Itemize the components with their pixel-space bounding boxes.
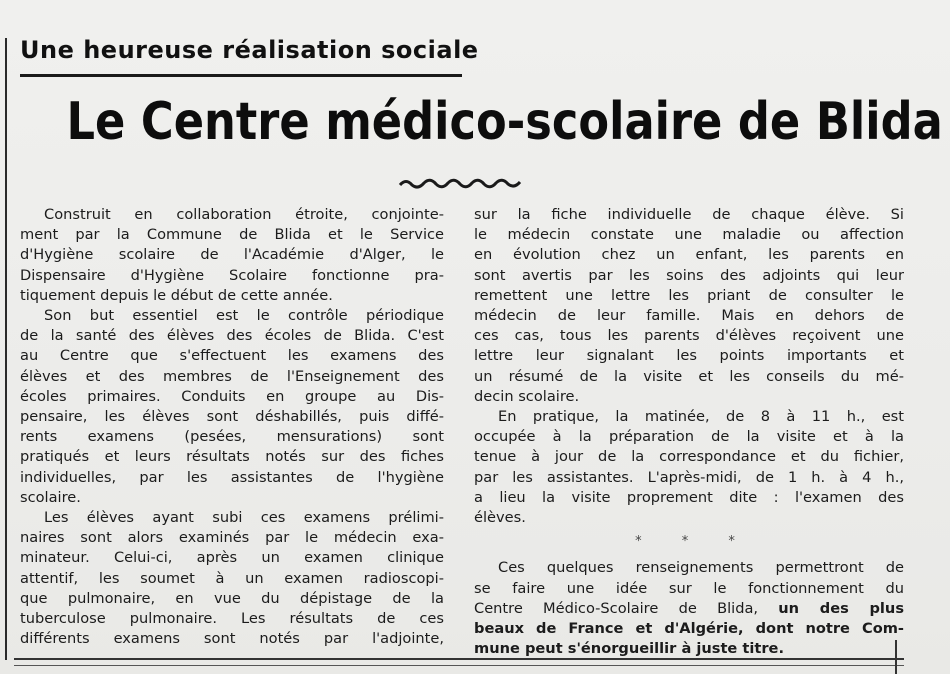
text-line: Ces quelques renseignements permettront de <box>498 559 904 577</box>
text-line: remettent une lettre les priant de consulter le <box>474 286 904 304</box>
kicker: Une heureuse réalisation sociale <box>20 36 479 64</box>
text-line: se faire une idée sur le fonctionnement du <box>474 579 904 597</box>
text-line: tiquement depuis le début de cette année. <box>20 286 333 304</box>
text-line: scolaire. <box>20 488 81 506</box>
text-line: sont avertis par les soins des adjoints qui leur <box>474 266 904 284</box>
bold-segment: un des plus <box>778 599 905 617</box>
text-line: pratiqués et leurs résultats notés sur des fiches <box>20 448 444 466</box>
ornament-swirl <box>398 176 522 190</box>
text-line: au Centre que s'effectuent les examens des <box>20 347 444 365</box>
corner-rule <box>895 640 927 674</box>
text-line: individuelles, par les assistantes de l'hygiène <box>20 468 444 486</box>
text-line: ment par la Commune de Blida et le Service <box>20 226 444 244</box>
text-line: d'Hygiène scolaire de l'Académie d'Alger, le <box>20 246 444 264</box>
text-line <box>474 599 904 619</box>
text-line: Dispensaire d'Hygiène Scolaire fonctionne pra- <box>20 266 444 284</box>
text-line: différents examens sont notés par l'adjointe, <box>20 630 444 648</box>
text-line: pensaire, les élèves sont déshabillés, puis diffé- <box>20 408 444 426</box>
text-line: Construit en collaboration étroite, conjointe- <box>44 206 444 223</box>
headline: Le Centre médico-scolaire de Blida <box>66 92 943 152</box>
text-line: tuberculose pulmonaire. Les résultats de ces <box>20 610 444 628</box>
text-line: élèves et des membres de l'Enseignement des <box>20 367 444 385</box>
text-line <box>474 619 904 639</box>
text-line: Son but essentiel est le contrôle périodique <box>44 307 444 325</box>
text-line: Les élèves ayant subi ces examens prélimi- <box>44 509 444 527</box>
text-line: le médecin constate une maladie ou affection <box>474 226 904 244</box>
text-line: occupée à la préparation de la visite et à la <box>474 428 904 446</box>
text-line: naires sont alors examinés par le médecin exa- <box>20 529 444 547</box>
text-line: en évolution chez un enfant, les parents en <box>474 246 904 264</box>
text-line <box>474 639 904 659</box>
bottom-rule <box>14 658 904 666</box>
text-line: a lieu la visite proprement dite : l'examen des <box>474 488 904 506</box>
text-line: rents examens (pesées, mensurations) sont <box>20 428 444 446</box>
text-line: tenue à jour de la correspondance et du fichier, <box>474 448 904 466</box>
text-line: ces cas, tous les parents d'élèves reçoivent une <box>474 327 904 345</box>
text-line: écoles primaires. Conduits en groupe au Dis- <box>20 387 444 405</box>
text-line: de la santé des élèves des écoles de Blida. C'est <box>20 327 444 345</box>
text-segment: Centre Médico-Scolaire de Blida, <box>474 599 779 617</box>
section-separator: * * * <box>635 534 753 550</box>
text-line: médecin de leur famille. Mais en dehors de <box>474 307 904 325</box>
column-rule <box>5 38 7 660</box>
text-line: par les assistantes. L'après-midi, de 1 h. à 4 h., <box>474 468 904 486</box>
text-line: sur la fiche individuelle de chaque élève. Si <box>474 206 904 223</box>
text-line: que pulmonaire, en vue du dépistage de la <box>20 589 444 607</box>
text-line: lettre leur signalant les points importants et <box>474 347 904 365</box>
text-line: En pratique, la matinée, de 8 à 11 h., est <box>498 408 904 426</box>
text-line: élèves. <box>474 509 526 527</box>
text-line: minateur. Celui-ci, après un examen clinique <box>20 549 444 567</box>
right-column <box>474 205 904 659</box>
kicker-underline <box>20 74 462 77</box>
text-line: attentif, les soumet à un examen radioscopi- <box>20 569 444 587</box>
bold-segment: beaux de France et d'Algérie, dont notre Com- <box>474 620 904 638</box>
left-column <box>20 205 444 649</box>
text-line: un résumé de la visite et les conseils du mé- <box>474 367 904 385</box>
text-line: decin scolaire. <box>474 387 580 405</box>
bold-segment: mune peut s'énorgueillir à juste titre. <box>474 640 784 658</box>
